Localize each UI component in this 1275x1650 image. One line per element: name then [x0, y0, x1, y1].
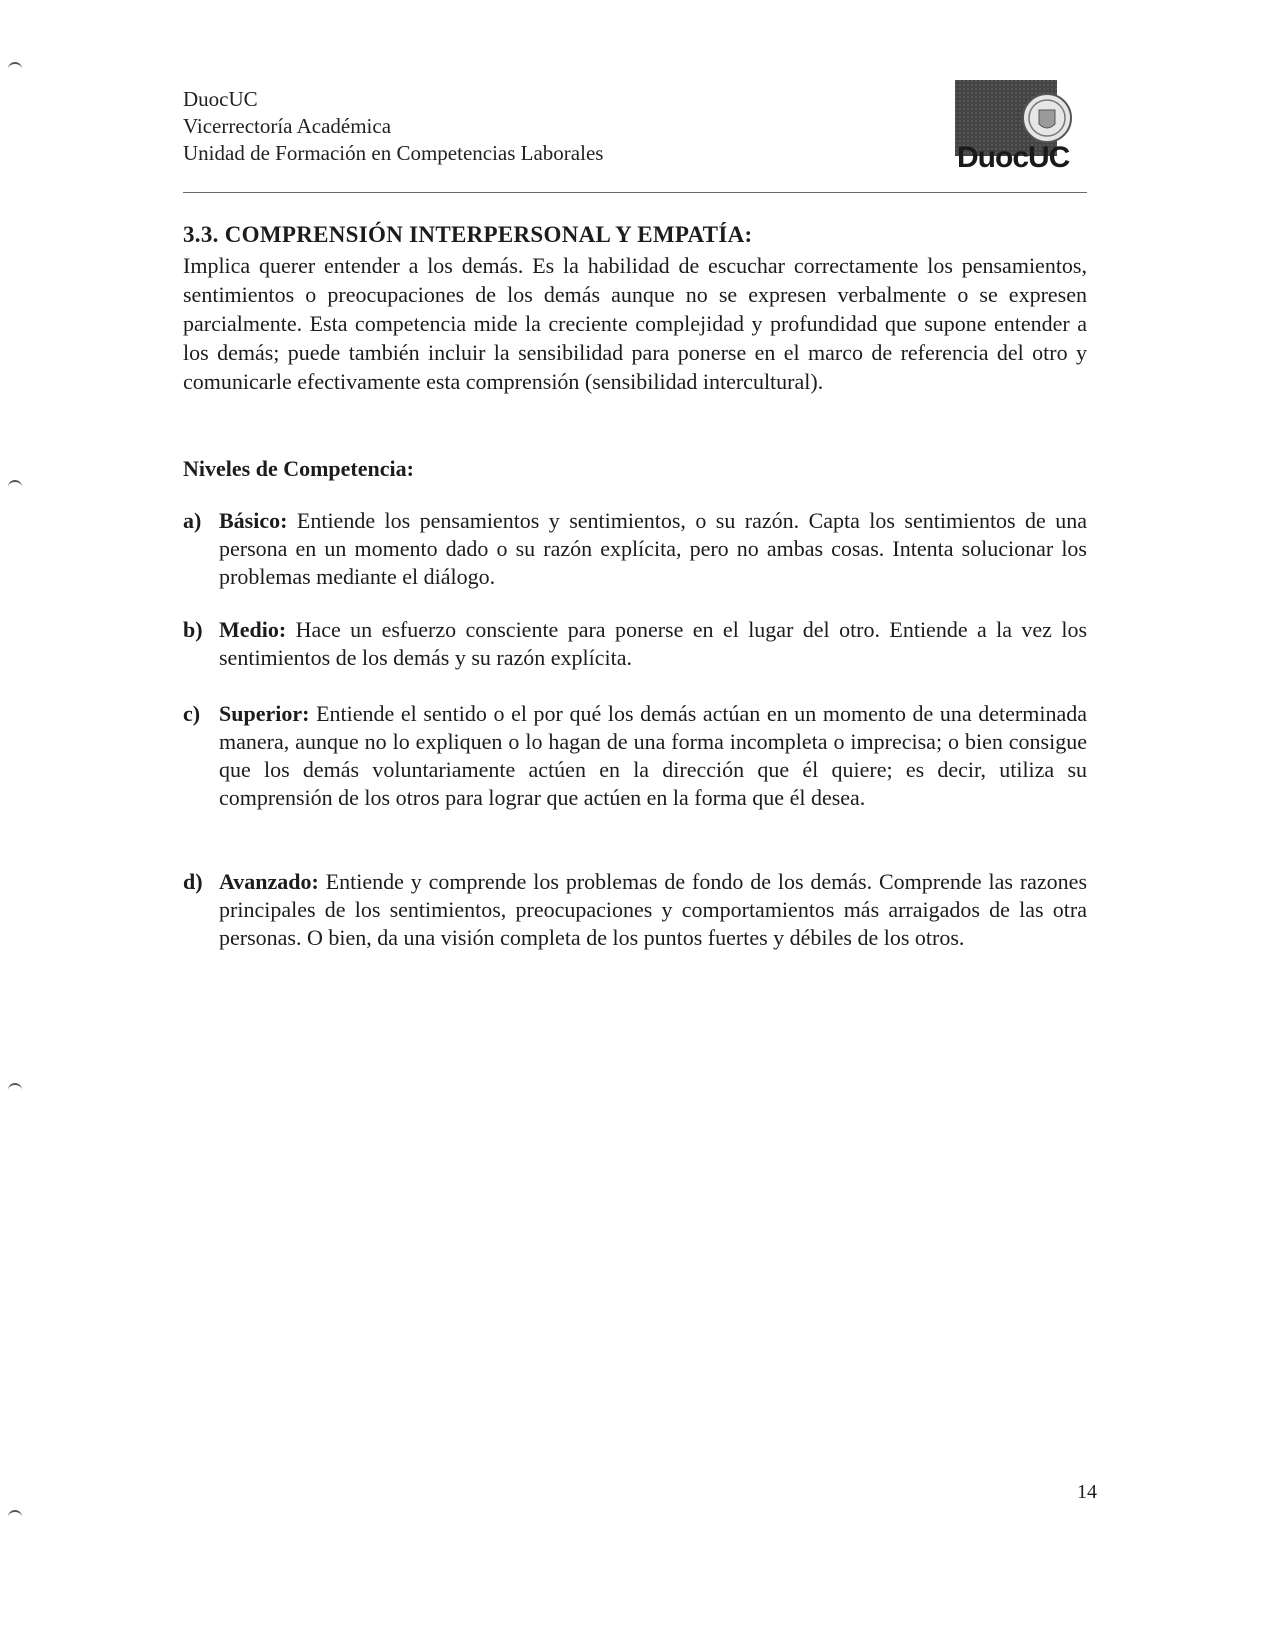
- level-text: Hace un esfuerzo consciente para ponerse en el lugar del otro. Entiende a la vez los sentimientos de los demás y su razón explícita.: [219, 617, 1088, 670]
- level-marker: d): [183, 869, 203, 894]
- level-marker: b): [183, 617, 203, 642]
- level-item-superior: [183, 700, 1087, 812]
- section-title: 3.3. COMPRENSIÓN INTERPERSONAL Y EMPATÍA:: [183, 222, 753, 247]
- level-text: Entiende y comprende los problemas de fondo de los demás. Comprende las razones principales de los sentimientos, preocupaciones y comportamientos más arraigados de las otra personas. O bien, da una visión completa de los puntos fuertes y débiles de los otros.: [219, 869, 1088, 950]
- level-marker: c): [183, 701, 201, 726]
- header-department: Vicerrectoría Académica: [183, 114, 392, 138]
- header-org: DuocUC: [183, 87, 258, 111]
- level-term: Superior:: [219, 701, 310, 726]
- scan-mark: [8, 62, 22, 72]
- section-intro: Implica querer entender a los demás. Es la habilidad de escuchar correctamente los pensamientos, sentimientos o preocupaciones de los demás aunque no se expresen verbalmente o se expresen parcialmente. Esta competencia mide la creciente complejidad y profundidad que supone entender a los demás; puede también incluir la sensibilidad para ponerse en el marco de referencia del otro y comunicarle efectivamente esta comprensión (sensibilidad intercultural).: [183, 253, 1087, 394]
- level-marker: a): [183, 508, 202, 533]
- duocuc-logo: [955, 80, 1090, 170]
- level-text: Entiende los pensamientos y sentimientos, o su razón. Capta los sentimientos de una persona en un momento dado o su razón explícita, pero no ambas cosas. Intenta solucionar los problemas mediante el diálogo.: [219, 508, 1088, 589]
- level-term: Básico:: [219, 508, 288, 533]
- level-item-medio: [183, 616, 1087, 672]
- document-header: [183, 86, 603, 167]
- levels-heading: Niveles de Competencia:: [183, 456, 414, 481]
- header-divider: [183, 192, 1087, 193]
- level-term: Medio:: [219, 617, 287, 642]
- level-item-basico: [183, 507, 1087, 591]
- level-item-avanzado: [183, 868, 1087, 952]
- level-term: Avanzado:: [219, 869, 319, 894]
- header-unit: Unidad de Formación en Competencias Laborales: [183, 141, 604, 165]
- page-number: 14: [1077, 1481, 1097, 1503]
- level-text: Entiende el sentido o el por qué los demás actúan en un momento de una determinada manera, aunque no lo expliquen o lo hagan de una forma incompleta o imprecisa; o bien consigue que los demás voluntariamente actúen en la dirección que él quiere; es decir, utiliza su comprensión de los otros para lograr que actúen en la forma que él desea.: [219, 701, 1088, 810]
- scan-mark: [8, 1510, 22, 1520]
- logo-lettering: DuocUC: [957, 141, 1070, 170]
- scan-mark: [8, 1083, 22, 1093]
- scan-mark: [8, 480, 22, 490]
